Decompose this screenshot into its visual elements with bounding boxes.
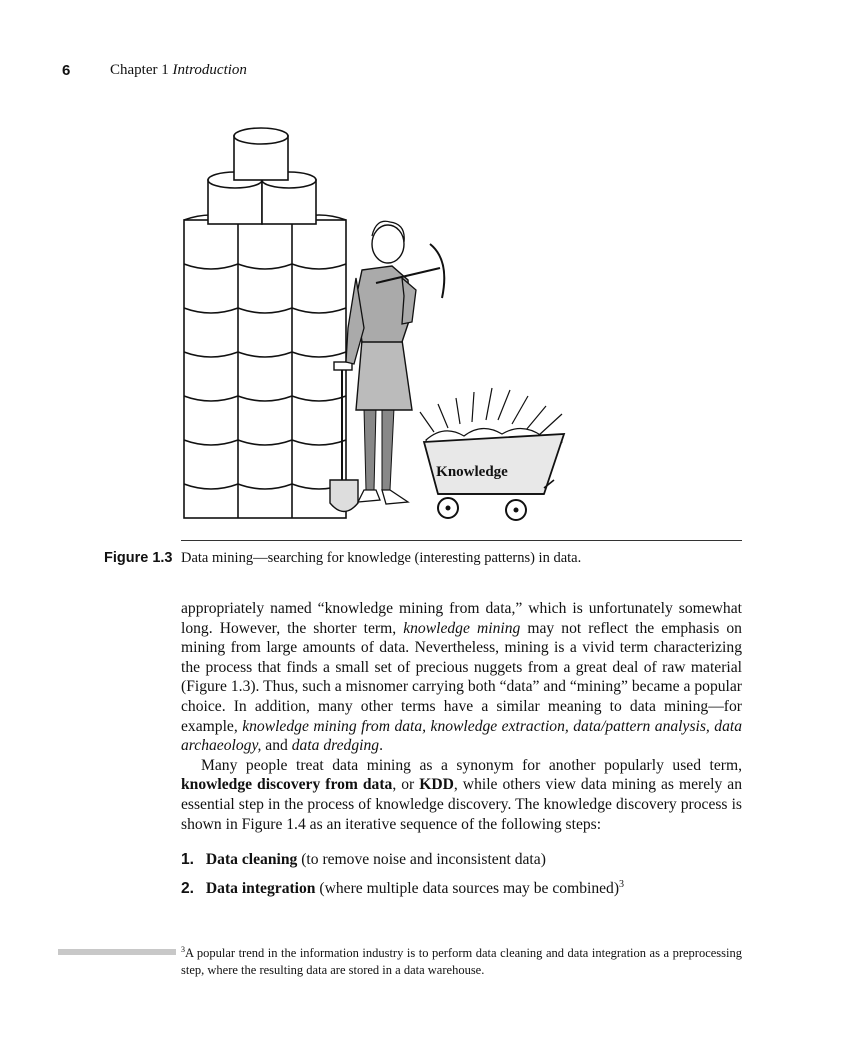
p1-text-d: . bbox=[379, 737, 383, 755]
chapter-label: Chapter 1 bbox=[110, 62, 169, 78]
step-number: 1. bbox=[181, 851, 195, 868]
paragraph-2 bbox=[181, 756, 742, 834]
step-term: Data integration bbox=[205, 880, 316, 898]
footnote-ref: 3 bbox=[619, 879, 625, 890]
p2-text-c: , while others view data mining as merely an essential step in the process of knowledge discovery. The knowledge discovery process is shown in Figure 1.4 as an iterative sequence of the following steps: bbox=[181, 776, 743, 833]
p2-text-b: , or bbox=[392, 776, 420, 794]
figure-caption-text: Data mining—searching for knowledge (interesting patterns) in data. bbox=[181, 550, 582, 566]
cart-label: Knowledge bbox=[436, 464, 508, 480]
footnote bbox=[181, 941, 742, 979]
footnote-separator bbox=[58, 949, 176, 955]
p1-text-c: and bbox=[261, 737, 292, 755]
list-item bbox=[181, 879, 742, 907]
data-mining-illustration bbox=[176, 118, 576, 528]
miner-figure bbox=[330, 221, 444, 511]
knowledge-cart bbox=[420, 388, 564, 520]
step-term: Data cleaning bbox=[205, 851, 298, 868]
chapter-title: Introduction bbox=[172, 62, 247, 78]
footnote-mark: 3 bbox=[181, 945, 185, 954]
p2-bold-kdd-term: knowledge discovery from data bbox=[181, 776, 393, 794]
page-number: 6 bbox=[62, 62, 71, 79]
data-barrel-stack bbox=[184, 128, 346, 518]
step-description: (to remove noise and inconsistent data) bbox=[301, 851, 546, 868]
p1-italic-data-dredging: data dredging bbox=[291, 737, 380, 755]
running-head-title bbox=[110, 62, 247, 79]
figure-caption bbox=[104, 550, 744, 567]
figure-rule bbox=[181, 540, 742, 541]
body-text bbox=[181, 599, 742, 834]
p2-text-a: Many people treat data mining as a synonym for another popularly used term, bbox=[201, 756, 742, 774]
p2-bold-kdd: KDD bbox=[419, 776, 454, 794]
footnote-text: A popular trend in the information industry is to perform data cleaning and data integration as a preprocessing step, where the resulting data are stored in a data warehouse. bbox=[181, 946, 742, 978]
p1-text-b: may not reflect the emphasis on mining from large amounts of data. Nevertheless, mining is a vivid term characterizing the process that finds a small set of precious nuggets from a great deal of raw material (Figure 1.3). Thus, such a misnomer carrying both “data” and “mining” became a popular choice. In addition, many other terms have a similar meaning to data mining—for example, bbox=[181, 619, 742, 735]
paragraph-1 bbox=[181, 599, 742, 756]
p1-italic-terms: knowledge mining from data, knowledge extraction, data/pattern analysis, data archaeology, bbox=[181, 717, 742, 755]
step-description: (where multiple data sources may be combined) bbox=[319, 880, 620, 898]
figure-label: Figure 1.3 bbox=[104, 550, 173, 566]
list-item bbox=[181, 851, 742, 879]
p1-italic-knowledge-mining: knowledge mining bbox=[403, 619, 521, 637]
step-number: 2. bbox=[181, 880, 195, 898]
steps-list bbox=[181, 851, 742, 907]
p1-text-a: appropriately named “knowledge mining from data,” which is unfortunately somewhat long. However, the shorter term, bbox=[181, 600, 742, 637]
